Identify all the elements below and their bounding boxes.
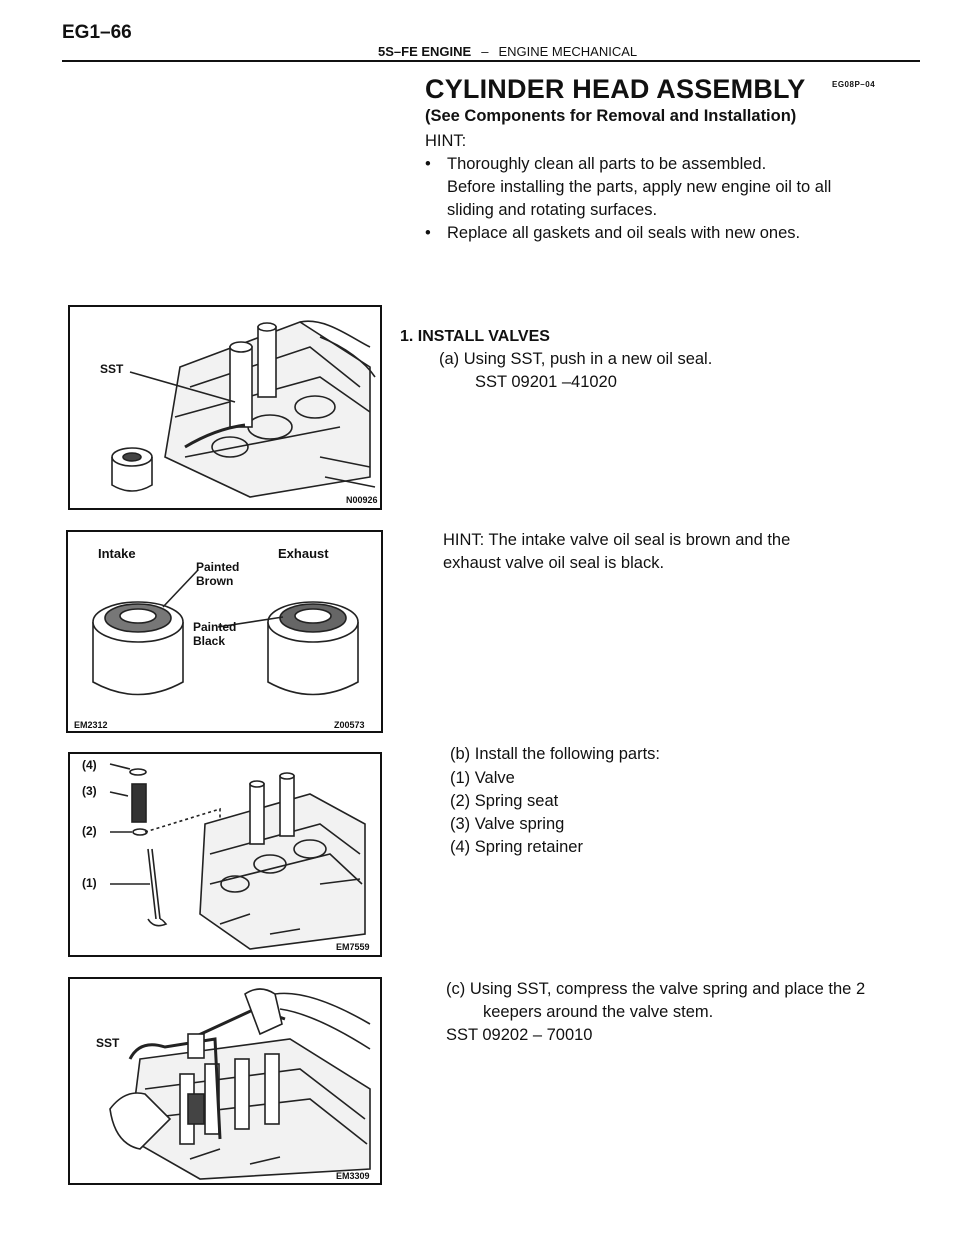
figure-oil-seal-colors [66, 530, 383, 733]
step-1a-text: (a) Using SST, push in a new oil seal. [439, 350, 713, 368]
callout-label: (3) [82, 784, 97, 798]
header-separator: – [481, 44, 489, 59]
figure-code: N00926 [346, 495, 378, 505]
step-1c-text: (c) Using SST, compress the valve spring and place the 2 [446, 980, 866, 998]
hint-bullet-1: • Thoroughly clean all parts to be assembled. [447, 153, 766, 176]
page-subtitle: (See Components for Removal and Installation) [425, 107, 797, 125]
header-engine: 5S–FE ENGINE [378, 44, 472, 59]
valve-spring-compress-illustration [70, 979, 380, 1183]
step-1b-text: (b) Install the following parts: [450, 745, 661, 763]
figure-oil-seal-install [68, 305, 382, 510]
part-list-item: (4) Spring retainer [450, 838, 583, 856]
painted-brown-label: Painted [196, 560, 240, 574]
figure-code: EM2312 [74, 720, 108, 730]
page-title: CYLINDER HEAD ASSEMBLY [425, 74, 806, 104]
sst-label: SST [96, 1036, 120, 1050]
callout-label: (4) [82, 758, 97, 772]
exhaust-label: Exhaust [278, 546, 329, 561]
part-list-item: (2) Spring seat [450, 792, 559, 810]
painted-black-label-2: Black [193, 634, 226, 648]
seal-hint-line-1: HINT: The intake valve oil seal is brown and the [443, 531, 791, 549]
header-rule [62, 60, 920, 62]
figure-code: Z00573 [334, 720, 365, 730]
part-list-item: (1) Valve [450, 769, 515, 787]
painted-brown-label-2: Brown [196, 574, 234, 588]
step-1-heading: 1. INSTALL VALVES [400, 328, 550, 345]
running-header [378, 44, 637, 59]
valve-parts-illustration [70, 754, 380, 955]
step-1a-sst: SST 09201 –41020 [475, 373, 617, 391]
hint-label: HINT: [425, 132, 467, 150]
figure-code: EM7559 [336, 942, 370, 952]
painted-black-label: Painted [193, 620, 237, 634]
hint-bullet-2: • Replace all gaskets and oil seals with new ones. [447, 222, 800, 245]
figure-valve-parts [68, 752, 382, 957]
step-1c-text-cont: keepers around the valve stem. [483, 1003, 714, 1021]
hint-bullet-1-cont: Before installing the parts, apply new engine oil to all [447, 178, 832, 196]
step-1c-sst: SST 09202 – 70010 [446, 1026, 593, 1044]
seal-hint-line-2: exhaust valve oil seal is black. [443, 554, 665, 572]
callout-label: (1) [82, 876, 97, 890]
document-code-stamp: EG08P–04 [832, 80, 876, 89]
header-section: ENGINE MECHANICAL [498, 44, 638, 59]
page-number: EG1–66 [62, 22, 132, 43]
hint-bullet-1-cont2: sliding and rotating surfaces. [447, 201, 658, 219]
intake-label: Intake [98, 546, 136, 561]
figure-code: EM3309 [336, 1171, 370, 1181]
oil-seal-install-illustration [70, 307, 380, 508]
part-list-item: (3) Valve spring [450, 815, 565, 833]
sst-label: SST [100, 362, 124, 376]
callout-label: (2) [82, 824, 97, 838]
figure-valve-spring-compress [68, 977, 382, 1185]
